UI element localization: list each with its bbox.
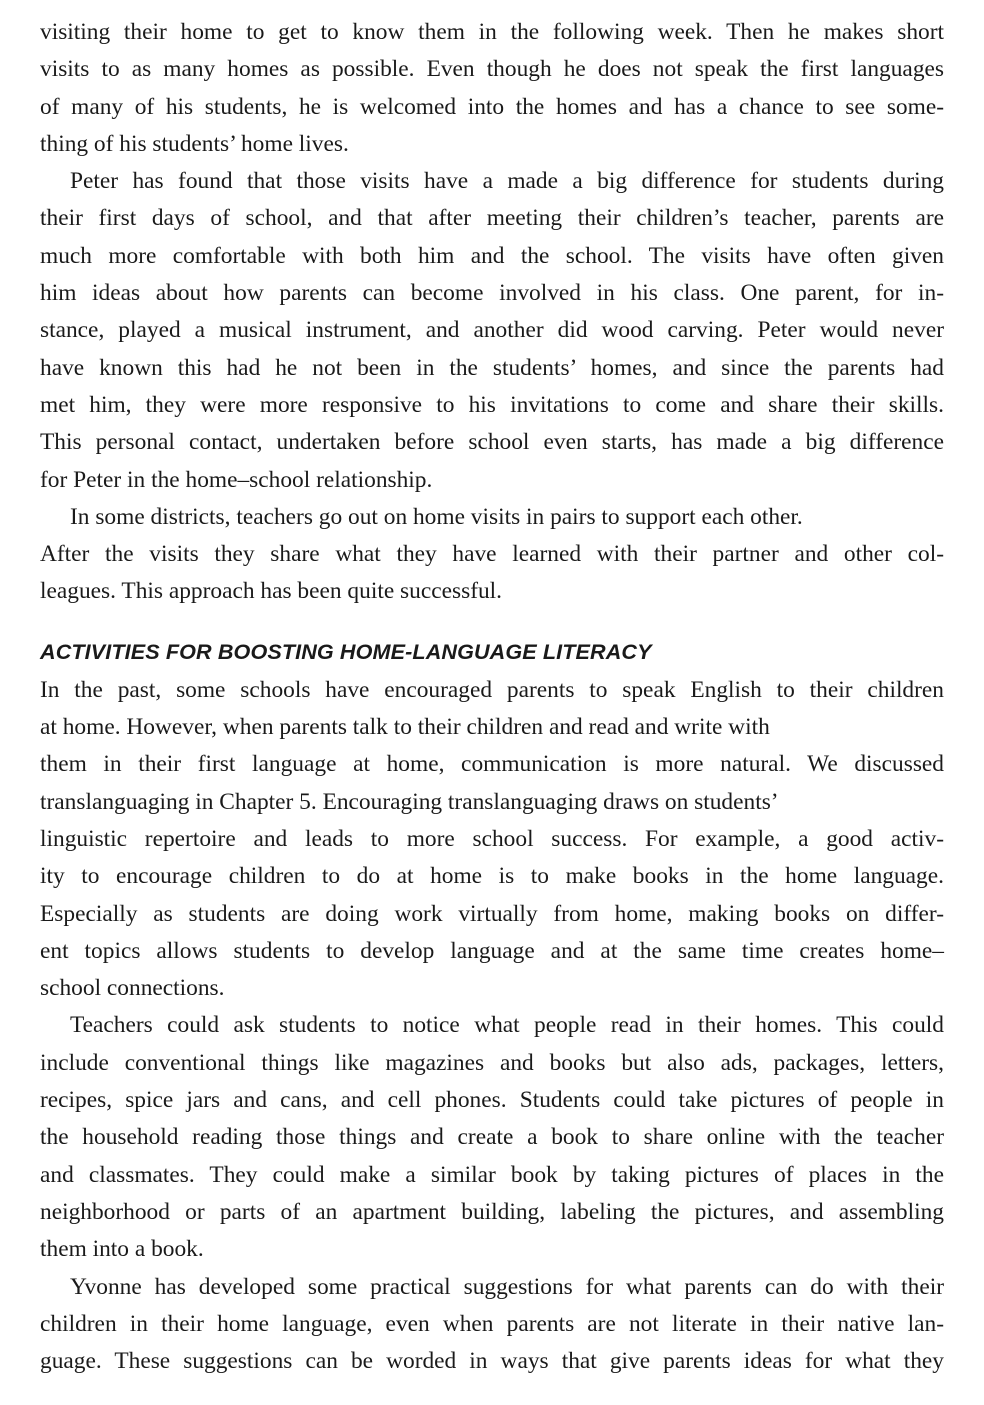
paragraph-reading-at-home — [40, 1007, 944, 1268]
text-line: Teachers could ask students to notice what people read in their homes. This could — [70, 1012, 944, 1039]
text-line: much more comfortable with both him and the school. The visits have often given — [40, 242, 944, 269]
text-line: This personal contact, undertaken before school even starts, has made a big difference — [40, 429, 944, 456]
text-line: include conventional things like magazines and books but also ads, packages, letters, — [40, 1049, 944, 1076]
text-line: visiting their home to get to know them in the following week. Then he makes short — [40, 19, 944, 45]
text-line: them into a book. — [40, 1236, 204, 1263]
text-line: guage. These suggestions can be worded in ways that give parents ideas for what they — [40, 1348, 944, 1375]
text-line: them in their first language at home, communication is more natural. We discussed — [40, 751, 944, 778]
text-line: Peter has found that those visits have a made a big difference for students during — [70, 168, 944, 195]
text-line: ity to encourage children to do at home is to make books in the home language. — [40, 863, 944, 890]
text-line: at home. However, when parents talk to their children and read and write with — [40, 714, 770, 741]
text-line: met him, they were more responsive to his invitations to come and share their skills. — [40, 391, 944, 418]
text-line: In some districts, teachers go out on home visits in pairs to support each other. — [70, 503, 803, 530]
text-line: school connections. — [40, 975, 225, 1002]
text-line: recipes, spice jars and cans, and cell phones. Students could take pictures of people in — [40, 1087, 944, 1114]
section-heading: ACTIVITIES FOR BOOSTING HOME-LANGUAGE LITERACY — [40, 638, 652, 664]
paragraph-yvonne — [40, 1269, 944, 1381]
text-line: him ideas about how parents can become involved in his class. One parent, for in- — [40, 280, 944, 307]
paragraph-continued — [40, 14, 944, 163]
book-page — [40, 14, 944, 1380]
text-line: ent topics allows students to develop language and at the same time creates home– — [40, 937, 944, 964]
text-line: of many of his students, he is welcomed into the homes and has a chance to see some- — [40, 93, 944, 120]
text-line: thing of his students’ home lives. — [40, 130, 349, 157]
text-line: their first days of school, and that after meeting their children’s teacher, parents are — [40, 205, 944, 232]
text-line: After the visits they share what they have learned with their partner and other col- — [40, 541, 944, 568]
text-line: the household reading those things and create a book to share online with the teacher — [40, 1124, 944, 1151]
text-line: stance, played a musical instrument, and another did wood carving. Peter would never — [40, 317, 944, 344]
text-line: for Peter in the home–school relationship. — [40, 466, 433, 493]
text-line: visits to as many homes as possible. Even though he does not speak the first languages — [40, 56, 944, 83]
text-line: leagues. This approach has been quite successful. — [40, 578, 503, 605]
text-line: neighborhood or parts of an apartment building, labeling the pictures, and assembling — [40, 1198, 944, 1225]
text-line: Yvonne has developed some practical suggestions for what parents can do with their — [70, 1273, 944, 1300]
text-line: children in their home language, even when parents are not literate in their native lan- — [40, 1310, 944, 1337]
text-line: translanguaging in Chapter 5. Encouraging translanguaging draws on students’ — [40, 788, 779, 815]
paragraph-home-language — [40, 672, 944, 1008]
text-line: Especially as students are doing work virtually from home, making books on differ- — [40, 900, 944, 927]
text-line: linguistic repertoire and leads to more school success. For example, a good activ- — [40, 825, 944, 852]
paragraph-peter-visits — [40, 163, 944, 499]
text-line: In the past, some schools have encouraged parents to speak English to their children — [40, 676, 944, 703]
text-line: have known this had he not been in the students’ homes, and since the parents had — [40, 354, 944, 381]
paragraph-districts — [40, 499, 944, 611]
text-line: and classmates. They could make a similar book by taking pictures of places in the — [40, 1161, 944, 1188]
